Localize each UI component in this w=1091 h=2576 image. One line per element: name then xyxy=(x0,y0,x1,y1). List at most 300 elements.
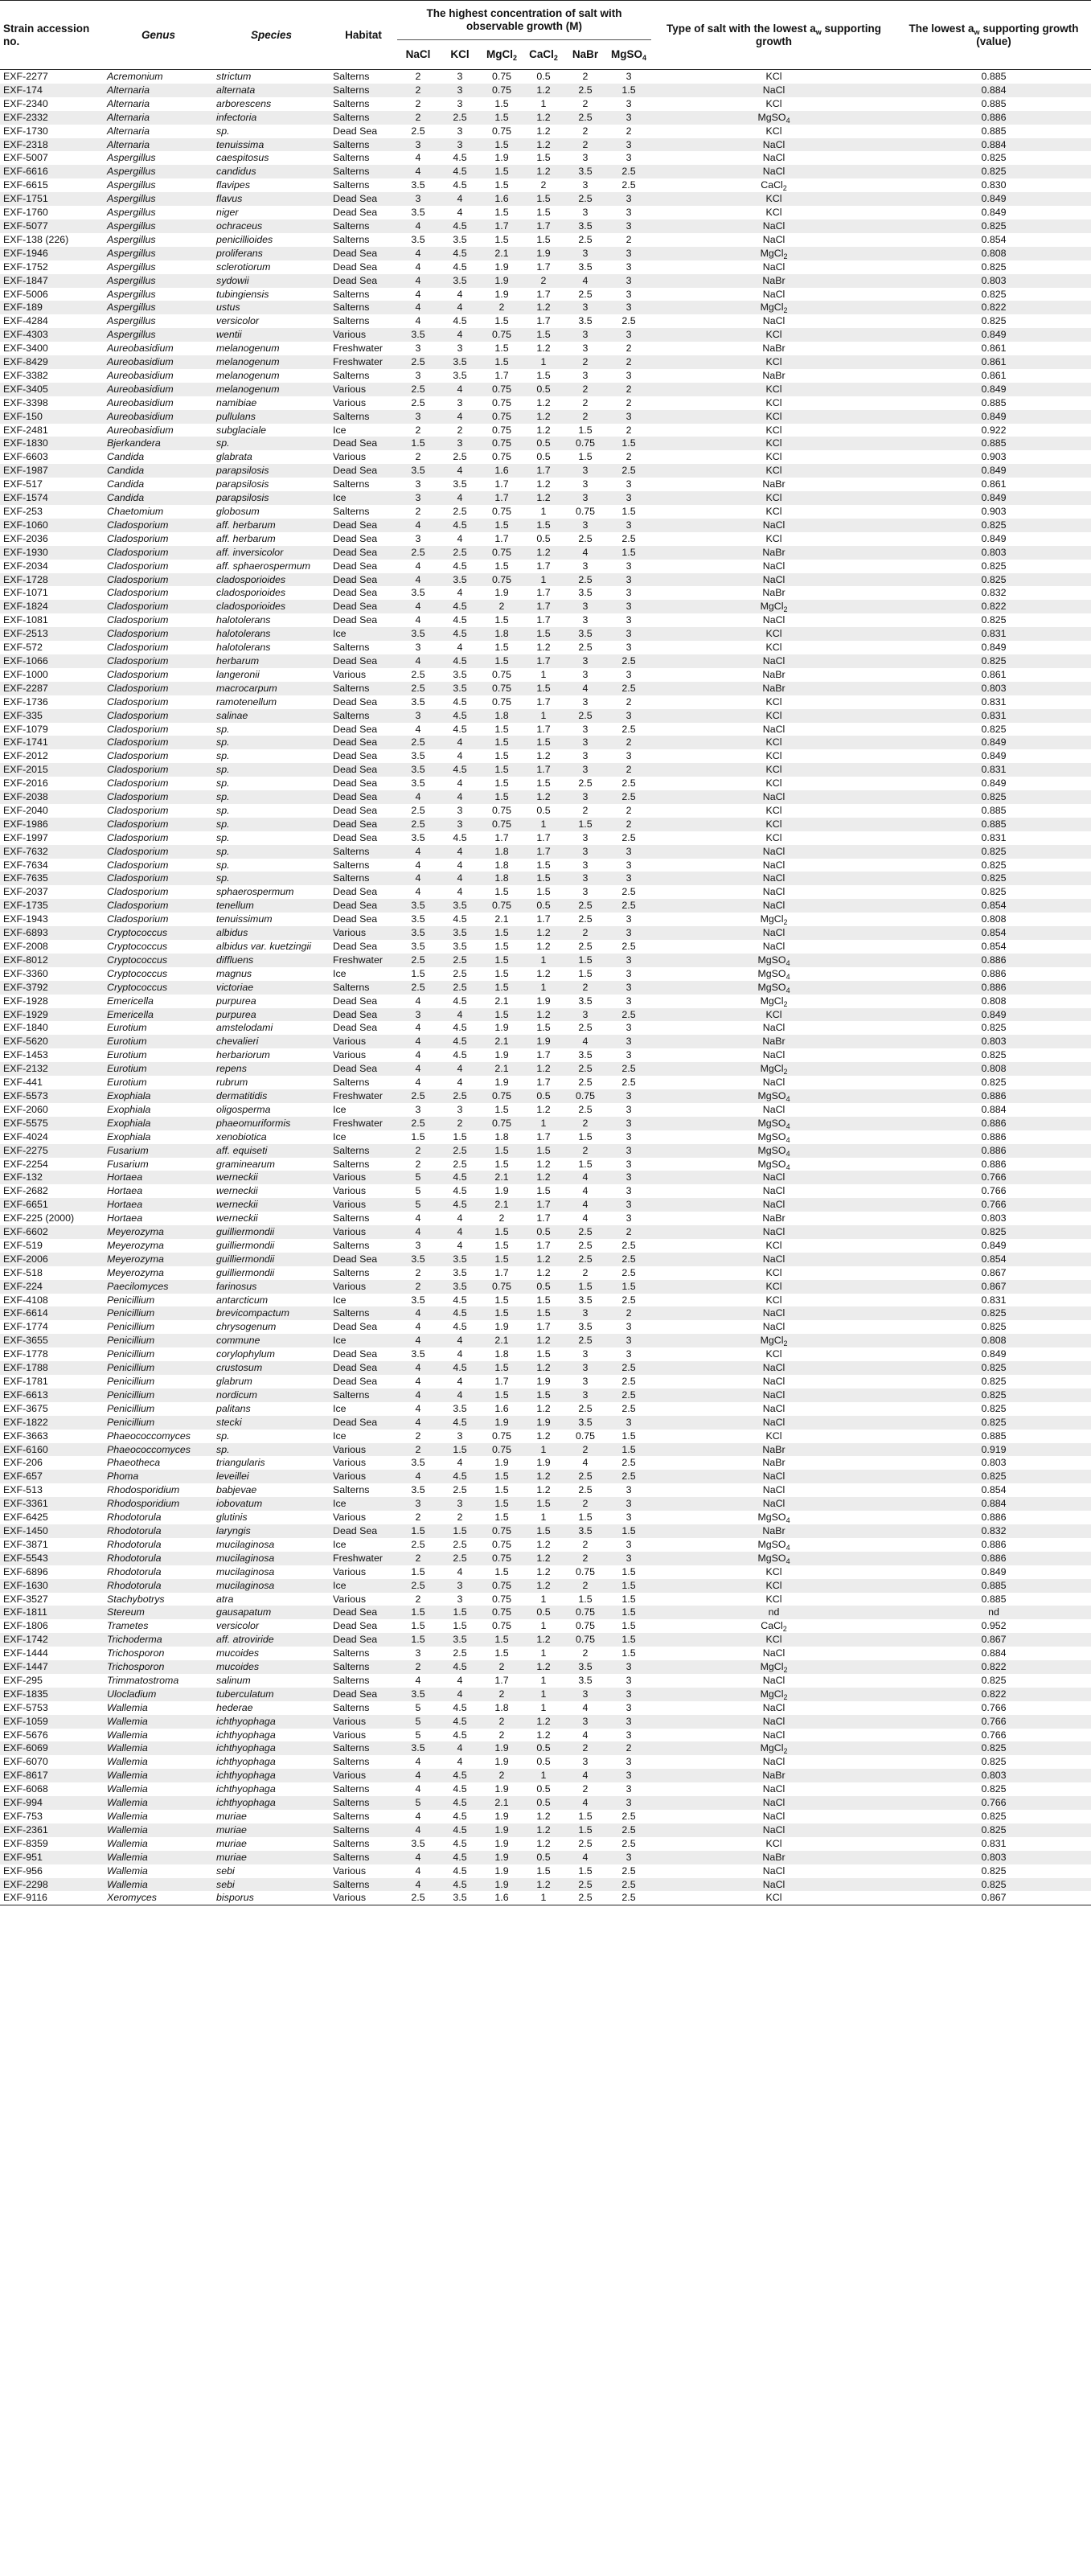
mgso4-cell: 2 xyxy=(606,383,651,396)
mgcl2-cell: 0.75 xyxy=(491,695,512,708)
nabr-cell: 2 xyxy=(564,1579,606,1593)
genus-cell: Hortaea xyxy=(107,1212,143,1224)
nabr-cell: 2.5 xyxy=(578,941,593,952)
lowest-aw-value-cell: 0.803 xyxy=(896,1851,1091,1864)
cacl2-cell: 1.7 xyxy=(536,723,551,735)
habitat-cell: Dead Sea xyxy=(330,1062,397,1076)
lowest-aw-salt-cell: NaCl xyxy=(651,1171,896,1184)
col-header-salt-cacl2: CaCl$_2$ xyxy=(523,40,564,70)
lowest-aw-value-cell: 0.849 xyxy=(981,777,1007,790)
habitat-cell: Salterns xyxy=(333,642,370,654)
lowest-aw-value-cell: 0.825 xyxy=(896,1878,1091,1892)
mgso4-cell: 2.5 xyxy=(621,1811,636,1822)
genus-cell: Aspergillus xyxy=(107,207,156,219)
table-row xyxy=(0,260,1091,274)
cacl2-cell: 1.5 xyxy=(523,192,564,206)
habitat-cell: Dead Sea xyxy=(330,1606,397,1619)
nacl-cell: 3.5 xyxy=(411,207,425,219)
kcl-cell: 4.5 xyxy=(439,1660,481,1674)
habitat-cell: Dead Sea xyxy=(333,125,378,137)
genus-cell: Penicillium xyxy=(107,1376,155,1387)
habitat-cell: Salterns xyxy=(330,1796,397,1810)
mgso4-cell: 3 xyxy=(606,410,651,424)
cacl2-cell: 1.5 xyxy=(536,859,551,871)
lowest-aw-salt-cell: MgSO$_4$ xyxy=(651,981,896,995)
cacl2-cell: 1.7 xyxy=(523,464,564,478)
table-row xyxy=(0,1430,1091,1443)
kcl-cell: 4 xyxy=(457,1077,463,1089)
kcl-cell: 4.5 xyxy=(439,1769,481,1782)
lowest-aw-value-cell: 0.825 xyxy=(896,165,1091,178)
cacl2-cell: 2 xyxy=(523,274,564,288)
mgso4-cell: 2.5 xyxy=(621,1077,636,1089)
cacl2-cell: 1.7 xyxy=(536,614,551,626)
nabr-cell: 2.5 xyxy=(564,1062,606,1076)
species-cell: pullulans xyxy=(213,410,330,424)
genus-cell: Wallemia xyxy=(107,1811,148,1822)
strain-cell: EXF-1986 xyxy=(0,818,104,831)
lowest-aw-salt-cell: NaCl xyxy=(762,560,785,572)
table-row xyxy=(0,1851,1091,1864)
kcl-cell: 4.5 xyxy=(439,1878,481,1892)
nacl-cell: 4 xyxy=(397,790,439,804)
lowest-aw-salt-cell: MgCl$_2$ xyxy=(651,1660,896,1674)
table-row xyxy=(0,1008,1091,1022)
nabr-cell: 2 xyxy=(582,125,589,137)
table-row xyxy=(0,396,1091,410)
lowest-aw-value-cell: 0.831 xyxy=(896,627,1091,641)
table-row xyxy=(0,437,1091,450)
cacl2-cell: 1.5 xyxy=(536,777,551,790)
nabr-cell: 3 xyxy=(582,723,589,735)
table-row xyxy=(0,1796,1091,1810)
table-row xyxy=(0,1810,1091,1823)
cacl2-cell: 1 xyxy=(540,1674,547,1686)
genus-cell: Meyerozyma xyxy=(107,1239,164,1251)
table-row xyxy=(0,288,1091,301)
habitat-cell: Ice xyxy=(333,1538,347,1550)
mgso4-cell: 3 xyxy=(606,1171,651,1184)
col-header-habitat: Habitat xyxy=(330,1,397,70)
species-cell: xenobiotica xyxy=(216,1130,267,1142)
species-cell: sp. xyxy=(216,750,230,762)
lowest-aw-salt-cell: KCl xyxy=(765,506,782,517)
kcl-cell: 2.5 xyxy=(439,954,481,967)
lowest-aw-value-cell: 0.831 xyxy=(981,1837,1007,1849)
lowest-aw-salt-cell: NaCl xyxy=(762,1103,785,1115)
kcl-cell: 4.5 xyxy=(453,1864,467,1877)
mgcl2-cell: 1.5 xyxy=(494,642,509,654)
habitat-cell: Freshwater xyxy=(330,1089,397,1103)
habitat-cell: Dead Sea xyxy=(333,777,378,790)
lowest-aw-value-cell: 0.831 xyxy=(896,709,1091,723)
nacl-cell: 2.5 xyxy=(397,1117,439,1130)
strain-cell: EXF-5753 xyxy=(3,1701,48,1713)
mgso4-cell: 3 xyxy=(606,1688,651,1701)
nabr-cell: 3 xyxy=(582,1348,589,1360)
lowest-aw-value-cell: 0.849 xyxy=(896,410,1091,424)
nabr-cell: 3.5 xyxy=(564,165,606,178)
table-row xyxy=(0,872,1091,885)
table-row xyxy=(0,1076,1091,1089)
table-row xyxy=(0,763,1091,777)
cacl2-cell: 1.7 xyxy=(523,845,564,859)
cacl2-cell: 1.5 xyxy=(523,872,564,885)
kcl-cell: 4.5 xyxy=(453,152,467,164)
habitat-cell: Salterns xyxy=(330,709,397,723)
mgcl2-cell: 1.5 xyxy=(481,355,523,369)
nacl-cell: 4 xyxy=(415,1212,421,1224)
nacl-cell: 3 xyxy=(397,1497,439,1511)
genus-cell: Cladosporium xyxy=(107,913,169,925)
mgcl2-cell: 0.75 xyxy=(491,71,512,82)
genus-cell: Cladosporium xyxy=(104,546,213,560)
strain-cell: EXF-6070 xyxy=(3,1756,48,1768)
genus-cell: Candida xyxy=(104,491,213,505)
lowest-aw-salt-cell: NaCl xyxy=(762,1811,785,1822)
species-cell: iobovatum xyxy=(213,1497,330,1511)
table-row xyxy=(0,1470,1091,1483)
mgso4-cell: 1.5 xyxy=(621,1430,636,1442)
species-cell: tubingiensis xyxy=(216,288,269,300)
habitat-cell: Dead Sea xyxy=(330,763,397,777)
nabr-cell: 2.5 xyxy=(578,1837,593,1849)
kcl-cell: 3 xyxy=(457,71,463,82)
lowest-aw-salt-cell: MgCl$_2$ xyxy=(651,1062,896,1076)
kcl-cell: 2.5 xyxy=(453,1484,467,1496)
lowest-aw-salt-cell: KCl xyxy=(765,1430,782,1442)
kcl-cell: 4 xyxy=(439,790,481,804)
strain-cell: EXF-5573 xyxy=(0,1089,104,1103)
nabr-cell: 2 xyxy=(564,1741,606,1755)
species-cell: sebi xyxy=(213,1878,330,1892)
mgso4-cell: 3 xyxy=(625,1512,632,1524)
genus-cell: Cladosporium xyxy=(104,736,213,749)
mgso4-cell: 2.5 xyxy=(621,831,636,843)
table-row xyxy=(0,954,1091,967)
habitat-cell: Ice xyxy=(330,627,397,641)
habitat-cell: Various xyxy=(333,1729,367,1741)
strain-cell: EXF-1997 xyxy=(3,831,48,843)
strain-cell: EXF-1943 xyxy=(3,913,48,925)
table-header xyxy=(0,1,1091,70)
mgso4-cell: 2 xyxy=(606,736,651,749)
lowest-aw-value-cell: 0.808 xyxy=(981,913,1007,925)
species-cell: albidus var. kuetzingii xyxy=(216,941,312,952)
species-cell: aff. herbarum xyxy=(216,532,276,544)
habitat-cell: Various xyxy=(330,383,397,396)
lowest-aw-value-cell: 0.825 xyxy=(981,560,1007,572)
mgcl2-cell: 1.5 xyxy=(494,777,509,790)
genus-cell: Paecilomyces xyxy=(104,1280,213,1294)
lowest-aw-value-cell: 0.803 xyxy=(896,1769,1091,1782)
table-row xyxy=(0,777,1091,790)
lowest-aw-value-cell: 0.825 xyxy=(896,1388,1091,1402)
table-row xyxy=(0,464,1091,478)
strain-cell: EXF-7635 xyxy=(0,872,104,885)
lowest-aw-salt-cell: KCl xyxy=(765,804,782,816)
cacl2-cell: 1.2 xyxy=(523,1253,564,1266)
mgcl2-cell: 1.9 xyxy=(494,1783,509,1795)
kcl-cell: 3.5 xyxy=(439,682,481,695)
kcl-cell: 4 xyxy=(439,464,481,478)
mgso4-cell: 3 xyxy=(606,1851,651,1864)
mgcl2-cell: 0.75 xyxy=(491,804,512,816)
kcl-cell: 4.5 xyxy=(439,519,481,532)
lowest-aw-salt-cell: NaCl xyxy=(762,1321,785,1333)
habitat-cell: Various xyxy=(333,1457,367,1469)
strain-cell: EXF-6615 xyxy=(3,179,48,191)
mgso4-cell: 3 xyxy=(606,1416,651,1430)
genus-cell: Aspergillus xyxy=(104,192,213,206)
strain-cell: EXF-2275 xyxy=(0,1144,104,1158)
habitat-cell: Various xyxy=(333,1593,367,1605)
genus-cell: Alternaria xyxy=(104,111,213,125)
strain-cell: EXF-225 (2000) xyxy=(3,1212,75,1224)
nabr-cell: 3 xyxy=(564,654,606,668)
kcl-cell: 4.5 xyxy=(453,1049,467,1061)
nacl-cell: 3.5 xyxy=(397,1741,439,1755)
habitat-cell: Dead Sea xyxy=(330,1688,397,1701)
habitat-cell: Dead Sea xyxy=(333,1348,378,1360)
strain-cell: EXF-2015 xyxy=(0,763,104,777)
kcl-cell: 3 xyxy=(439,818,481,831)
cacl2-cell: 1 xyxy=(540,668,547,680)
lowest-aw-value-cell: 0.831 xyxy=(981,1294,1007,1306)
mgso4-cell: 1.5 xyxy=(621,1647,636,1659)
mgcl2-cell: 1.9 xyxy=(494,1321,509,1333)
cacl2-cell: 1.7 xyxy=(536,913,551,925)
mgso4-cell: 3 xyxy=(606,872,651,885)
nacl-cell: 1.5 xyxy=(397,1606,439,1619)
lowest-aw-salt-cell: NaCl xyxy=(762,1376,785,1387)
lowest-aw-salt-cell: NaCl xyxy=(651,1225,896,1239)
table-row xyxy=(0,613,1091,627)
table-row xyxy=(0,859,1091,872)
nabr-cell: 3 xyxy=(582,695,589,708)
mgcl2-cell: 2 xyxy=(481,600,523,613)
mgcl2-cell: 0.75 xyxy=(491,668,512,680)
genus-cell: Aspergillus xyxy=(107,260,156,273)
lowest-aw-salt-cell: NaCl xyxy=(762,859,785,871)
mgcl2-cell: 1.9 xyxy=(494,1077,509,1089)
mgso4-cell: 3 xyxy=(625,995,632,1007)
lowest-aw-salt-cell: KCl xyxy=(765,71,782,82)
species-cell: sp. xyxy=(216,125,230,137)
nacl-cell: 4 xyxy=(415,560,421,572)
nabr-cell: 3 xyxy=(582,560,589,572)
strain-cell: EXF-2038 xyxy=(0,790,104,804)
species-cell: melanogenum xyxy=(213,383,330,396)
mgso4-cell: 3 xyxy=(625,1674,632,1686)
kcl-cell: 3 xyxy=(439,1579,481,1593)
kcl-cell: 3.5 xyxy=(439,926,481,940)
mgso4-cell: 3 xyxy=(606,519,651,532)
species-cell: commune xyxy=(213,1334,330,1347)
mgcl2-cell: 1.7 xyxy=(494,478,509,490)
cacl2-cell: 1 xyxy=(523,573,564,587)
nabr-cell: 3.5 xyxy=(578,587,593,599)
lowest-aw-value-cell: 0.886 xyxy=(896,981,1091,995)
mgcl2-cell: 1.5 xyxy=(481,1225,523,1239)
strain-cell: EXF-3405 xyxy=(0,383,104,396)
species-cell: sp. xyxy=(213,790,330,804)
lowest-aw-salt-cell: NaCl xyxy=(762,152,785,164)
nabr-cell: 2.5 xyxy=(578,642,593,654)
genus-cell: Emericella xyxy=(107,995,154,1007)
species-cell: sydowii xyxy=(213,274,330,288)
lowest-aw-value-cell: 0.825 xyxy=(981,1756,1007,1768)
mgso4-cell: 3 xyxy=(625,1701,632,1713)
habitat-cell: Dead Sea xyxy=(333,1321,378,1333)
habitat-cell: Salterns xyxy=(333,369,370,381)
strain-cell: EXF-1059 xyxy=(0,1715,104,1729)
habitat-cell: Salterns xyxy=(333,71,370,82)
species-cell: sp. xyxy=(213,1443,330,1457)
genus-cell: Eurotium xyxy=(107,1022,147,1034)
table-row xyxy=(0,1388,1091,1402)
cacl2-cell: 1.2 xyxy=(523,1008,564,1022)
mgso4-cell: 2.5 xyxy=(621,315,636,327)
lowest-aw-value-cell: 0.825 xyxy=(896,519,1091,532)
habitat-cell: Dead Sea xyxy=(330,600,397,613)
mgcl2-cell: 2 xyxy=(481,1769,523,1782)
habitat-cell: Dead Sea xyxy=(333,750,378,762)
lowest-aw-value-cell: 0.884 xyxy=(981,1103,1007,1115)
species-cell: tenuissimum xyxy=(216,913,273,925)
lowest-aw-value-cell: 0.861 xyxy=(981,343,1007,355)
mgso4-cell: 1.5 xyxy=(606,1579,651,1593)
col-header-salt-mgso4: MgSO$_4$ xyxy=(606,40,651,70)
lowest-aw-value-cell: 0.803 xyxy=(896,682,1091,695)
lowest-aw-salt-cell: NaCl xyxy=(651,573,896,587)
mgcl2-cell: 0.75 xyxy=(481,1552,523,1565)
nabr-cell: 2.5 xyxy=(564,192,606,206)
mgcl2-cell: 0.75 xyxy=(481,1089,523,1103)
mgso4-cell: 3 xyxy=(606,926,651,940)
genus-cell: Aspergillus xyxy=(104,274,213,288)
nacl-cell: 2 xyxy=(415,97,421,109)
strain-cell: EXF-1079 xyxy=(3,723,48,735)
nacl-cell: 3 xyxy=(397,410,439,424)
mgso4-cell: 3 xyxy=(606,627,651,641)
cacl2-cell: 1 xyxy=(540,1701,547,1713)
lowest-aw-value-cell: 0.803 xyxy=(896,546,1091,560)
genus-cell: Candida xyxy=(107,451,145,463)
kcl-cell: 4.5 xyxy=(439,1715,481,1729)
strain-cell: EXF-1760 xyxy=(3,207,48,219)
kcl-cell: 3 xyxy=(439,1497,481,1511)
lowest-aw-value-cell: 0.825 xyxy=(981,859,1007,871)
lowest-aw-value-cell: 0.885 xyxy=(981,396,1007,408)
kcl-cell: 2.5 xyxy=(439,1089,481,1103)
habitat-cell: Salterns xyxy=(330,1823,397,1837)
table-row xyxy=(0,206,1091,219)
mgcl2-cell: 2 xyxy=(481,301,523,314)
mgso4-cell: 1.5 xyxy=(606,1606,651,1619)
lowest-aw-value-cell: 0.803 xyxy=(896,1035,1091,1048)
strain-cell: EXF-8429 xyxy=(0,355,104,369)
mgso4-cell: 3 xyxy=(606,138,651,152)
species-cell: guilliermondii xyxy=(213,1225,330,1239)
nacl-cell: 1.5 xyxy=(397,437,439,450)
lowest-aw-salt-cell: NaCl xyxy=(762,1674,785,1686)
genus-cell: Cladosporium xyxy=(104,818,213,831)
mgcl2-cell: 1.9 xyxy=(494,1049,509,1061)
habitat-cell: Freshwater xyxy=(330,355,397,369)
habitat-cell: Salterns xyxy=(333,1212,370,1224)
mgcl2-cell: 1.9 xyxy=(481,1416,523,1430)
mgso4-cell: 3 xyxy=(625,913,632,925)
strain-cell: EXF-1630 xyxy=(0,1579,104,1593)
species-cell: cladosporioides xyxy=(213,600,330,613)
strain-cell: EXF-2298 xyxy=(0,1878,104,1892)
mgcl2-cell: 1.5 xyxy=(481,1144,523,1158)
mgcl2-cell: 1.9 xyxy=(494,1837,509,1849)
nabr-cell: 1.5 xyxy=(578,967,593,979)
nabr-cell: 3 xyxy=(564,736,606,749)
mgso4-cell: 2.5 xyxy=(621,1239,636,1251)
genus-cell: Cladosporium xyxy=(107,777,169,790)
table-row xyxy=(0,1782,1091,1796)
genus-cell: Trichoderma xyxy=(104,1633,213,1647)
strain-cell: EXF-2332 xyxy=(0,111,104,125)
cacl2-cell: 1.5 xyxy=(523,1306,564,1320)
lowest-aw-value-cell: 0.849 xyxy=(896,464,1091,478)
lowest-aw-value-cell: 0.825 xyxy=(896,790,1091,804)
lowest-aw-salt-cell: KCl xyxy=(651,328,896,342)
genus-cell: Cladosporium xyxy=(107,750,169,762)
lowest-aw-value-cell: 0.830 xyxy=(981,179,1007,191)
cacl2-cell: 1.5 xyxy=(523,1144,564,1158)
cacl2-cell: 2 xyxy=(540,179,547,191)
mgso4-cell: 3 xyxy=(625,1130,632,1142)
kcl-cell: 4 xyxy=(439,1688,481,1701)
mgcl2-cell: 1.5 xyxy=(481,654,523,668)
genus-cell: Candida xyxy=(107,478,145,490)
mgcl2-cell: 1.9 xyxy=(494,587,509,599)
lowest-aw-salt-cell: KCl xyxy=(765,1348,782,1360)
cacl2-cell: 1.2 xyxy=(523,491,564,505)
nacl-cell: 2 xyxy=(415,506,421,517)
species-cell: mucoides xyxy=(216,1647,260,1659)
cacl2-cell: 1.7 xyxy=(523,219,564,233)
habitat-cell: Salterns xyxy=(330,1388,397,1402)
habitat-cell: Salterns xyxy=(330,1851,397,1864)
kcl-cell: 4.5 xyxy=(453,1701,467,1713)
lowest-aw-salt-cell: NaCl xyxy=(651,1796,896,1810)
lowest-aw-salt-cell: NaCl xyxy=(762,315,785,327)
nabr-cell: 3 xyxy=(564,1306,606,1320)
strain-cell: EXF-1741 xyxy=(0,736,104,749)
mgso4-cell: 2.5 xyxy=(621,532,636,544)
species-cell: melanogenum xyxy=(216,343,280,355)
strain-cell: EXF-1453 xyxy=(3,1049,48,1061)
mgcl2-cell: 0.75 xyxy=(481,383,523,396)
mgcl2-cell: 1.9 xyxy=(494,1864,509,1877)
genus-cell: Wallemia xyxy=(107,1783,148,1795)
nabr-cell: 3 xyxy=(582,668,589,680)
habitat-cell: Salterns xyxy=(333,859,370,871)
lowest-aw-salt-cell: NaBr xyxy=(651,1035,896,1048)
kcl-cell: 4.5 xyxy=(439,654,481,668)
species-cell: versicolor xyxy=(216,315,260,327)
cacl2-cell: 1.5 xyxy=(536,886,551,898)
lowest-aw-value-cell: 0.849 xyxy=(896,328,1091,342)
genus-cell: Penicillium xyxy=(107,1402,155,1414)
mgso4-cell: 2 xyxy=(625,233,632,245)
nabr-cell: 3 xyxy=(564,790,606,804)
